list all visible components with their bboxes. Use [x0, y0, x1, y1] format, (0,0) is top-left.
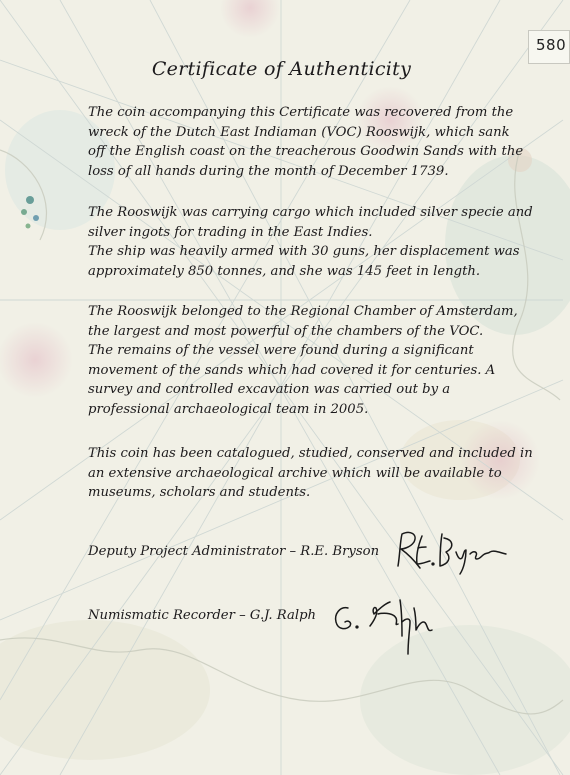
text-line: The coin accompanying this Certificate was recovered from the — [88, 105, 514, 120]
inventory-number: 580 — [536, 36, 567, 54]
text-line: The Rooswijk was carrying cargo which included silver specie and — [88, 205, 533, 220]
text-line: museums, scholars and students. — [88, 485, 311, 501]
text-line: wreck of the Dutch East Indiaman (VOC) Rooswijk, which sank — [88, 124, 510, 140]
paragraph-cargo — [88, 203, 533, 281]
signatory-ralph-label: Numismatic Recorder – G.J. Ralph — [88, 608, 317, 623]
paragraph-wreck — [88, 103, 524, 181]
signature-bryson — [388, 528, 513, 576]
text-line: off the English coast on the treacherous Goodwin Sands with the — [88, 144, 524, 160]
text-line: movement of the sands which had covered it for centuries. A — [88, 362, 496, 378]
text-line: The remains of the vessel were found during a significant — [88, 343, 474, 359]
signatory-bryson-label: Deputy Project Administrator – R.E. Bryson — [88, 544, 380, 559]
text-line: professional archaeological team in 2005. — [88, 401, 369, 417]
text-line: The Rooswijk belonged to the Regional Chamber of Amsterdam, — [88, 304, 518, 319]
paragraph-history — [88, 302, 518, 420]
signature-ralph — [330, 592, 445, 662]
text-line: survey and controlled excavation was carried out by a — [88, 382, 451, 398]
text-line: The ship was heavily armed with 30 guns, her displacement was — [88, 244, 520, 260]
text-line: loss of all hands during the month of December 1739. — [88, 163, 449, 179]
text-line: an extensive archaeological archive which will be available to — [88, 465, 502, 481]
text-line: silver ingots for trading in the East Indies. — [88, 224, 373, 240]
text-line: approximately 850 tonnes, and she was 145 feet in length. — [88, 263, 481, 279]
text-line: This coin has been catalogued, studied, conserved and included in — [88, 446, 533, 461]
certificate-title: Certificate of Authenticity — [151, 58, 412, 80]
text-line: the largest and most powerful of the chambers of the VOC. — [88, 323, 484, 339]
paragraph-archive — [88, 444, 533, 503]
